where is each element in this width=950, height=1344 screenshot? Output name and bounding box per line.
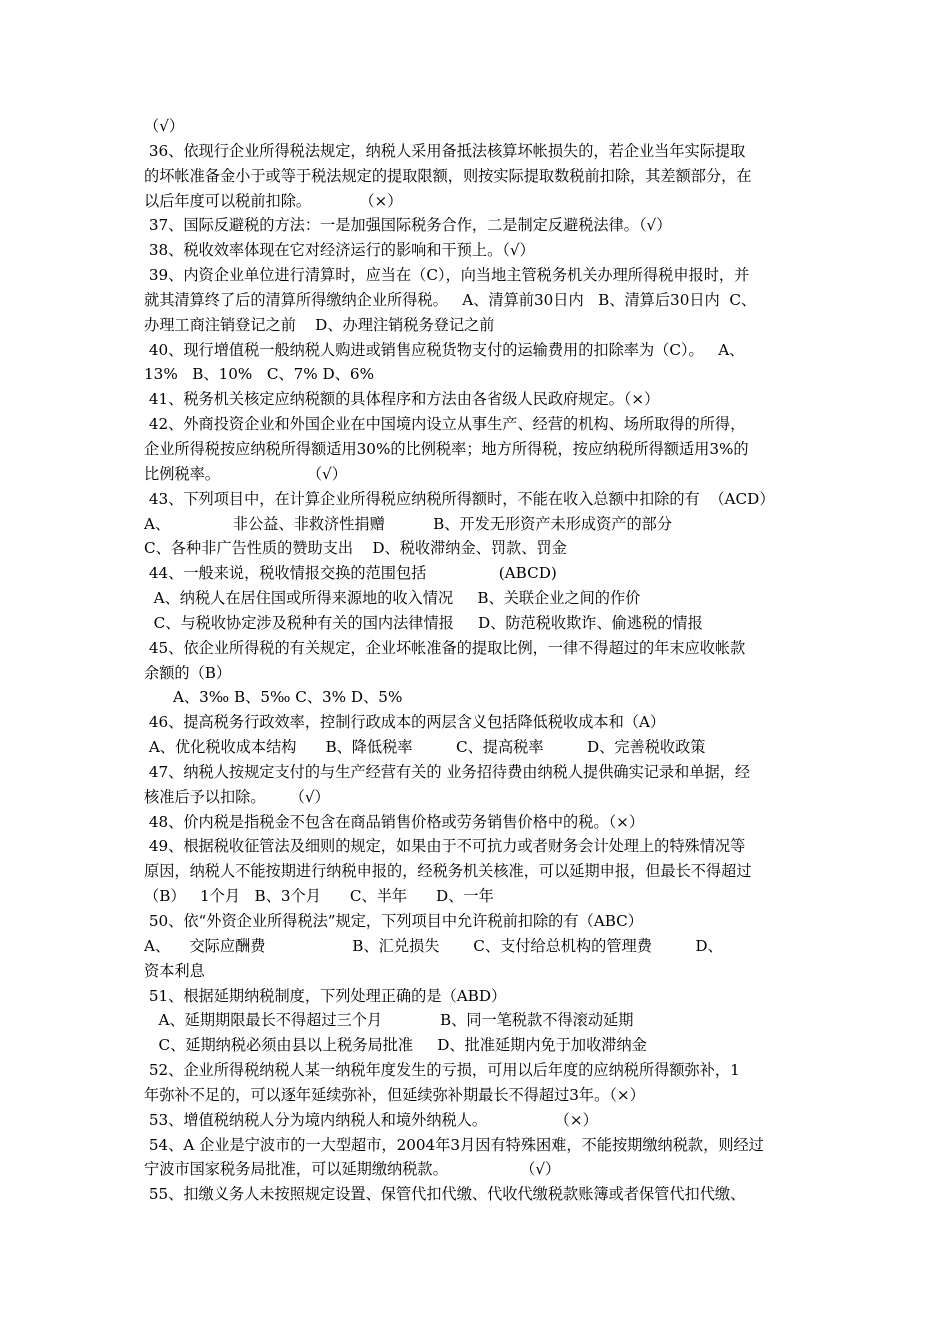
- text-line: 47、纳税人按规定支付的与生产经营有关的 业务招待费由纳税人提供确实记录和单据，经: [144, 762, 751, 781]
- text-line: A、 非公益、非救济性捐赠 B、开发无形资产未形成资产的部分: [144, 514, 673, 533]
- text-line: 37、国际反避税的方法：一是加强国际税务合作，二是制定反避税法律。（√）: [144, 216, 672, 235]
- text-line: 50、依“外资企业所得税法”规定，下列项目中允许税前扣除的有（ABC）: [144, 912, 643, 930]
- text-line: 54、A 企业是宁波市的一大型超市，2004年3月因有特殊困难，不能按期缴纳税款，则经过: [144, 1135, 764, 1154]
- text-line: 46、提高税务行政效率，控制行政成本的两层含义包括降低税收成本和（A）: [144, 713, 666, 732]
- text-line: 36、依现行企业所得税法规定，纳税人采用备抵法核算坏帐损失的，若企业当年实际提取: [144, 141, 746, 160]
- text-line: 办理工商注销登记之前 D、办理注销税务登记之前: [144, 315, 495, 334]
- text-line: A、延期期限最长不得超过三个月 B、同一笔税款不得滚动延期: [144, 1011, 634, 1030]
- text-line: 的坏帐准备金小于或等于税法规定的提取限额，则按实际提取数税前扣除，其差额部分，在: [144, 166, 752, 185]
- text-line: A、纳税人在居住国或所得来源地的收入情况 B、关联企业之间的作价: [144, 589, 641, 608]
- text-line: 39、内资企业单位进行清算时，应当在（C），向当地主管税务机关办理所得税申报时，并: [144, 266, 750, 285]
- text-line: C、延期纳税必须由县以上税务局批准 D、批准延期内免于加收滞纳金: [144, 1036, 647, 1055]
- text-line: 45、依企业所得税的有关规定，企业坏帐准备的提取比例，一律不得超过的年末应收帐款: [144, 638, 746, 657]
- text-line: 年弥补不足的，可以逐年延续弥补，但延续弥补期最长不得超过3年。（×）: [144, 1085, 645, 1104]
- text-line: 51、根据延期纳税制度，下列处理正确的是（ABD）: [144, 986, 507, 1005]
- text-line: 41、税务机关核定应纳税额的具体程序和方法由各省级人民政府规定。（×）: [144, 390, 660, 409]
- text-line: 宁波市国家税务局批准，可以延期缴纳税款。 （√）: [144, 1160, 561, 1179]
- text-line: 资本利息: [144, 961, 205, 980]
- text-line: A、 交际应酬费 B、汇兑损失 C、支付给总机构的管理费 D、: [144, 936, 723, 955]
- text-line: A、3‰ B、5‰ C、3% D、5%: [144, 688, 403, 707]
- text-line: C、与税收协定涉及税种有关的国内法律情报 D、防范税收欺诈、偷逃税的情报: [144, 613, 703, 632]
- text-line: 40、现行增值税一般纳税人购进或销售应税货物支付的运输费用的扣除率为（C）。 A、: [144, 340, 745, 359]
- text-line: 49、根据税收征管法及细则的规定，如果由于不可抗力或者财务会计处理上的特殊情况等: [144, 837, 746, 856]
- text-line: 38、税收效率体现在它对经济运行的影响和干预上。（√）: [144, 241, 535, 260]
- text-line: 就其清算终了后的清算所得缴纳企业所得税。 A、清算前30日内 B、清算后30日内 C、: [144, 290, 757, 309]
- text-line: （B） 1个月 B、3个月 C、半年 D、一年: [144, 887, 494, 906]
- text-line: 42、外商投资企业和外国企业在中国境内设立从事生产、经营的机构、场所取得的所得，: [144, 415, 746, 434]
- text-line: C、各种非广告性质的赞助支出 D、税收滞纳金、罚款、罚金: [144, 539, 567, 558]
- text-line: 55、扣缴义务人未按照规定设置、保管代扣代缴、代收代缴税款账簿或者保管代扣代缴、: [144, 1185, 746, 1204]
- text-line: 比例税率。 （√）: [144, 464, 347, 483]
- text-line: 48、价内税是指税金不包含在商品销售价格或劳务销售价格中的税。（×）: [144, 812, 645, 831]
- text-line: 企业所得税按应纳税所得额适用30%的比例税率；地方所得税，按应纳税所得额适用3%的: [144, 439, 749, 458]
- text-line: 44、一般来说，税收情报交换的范围包括 (ABCD): [144, 564, 557, 583]
- text-line: 原因，纳税人不能按期进行纳税申报的，经税务机关核准，可以延期申报，但最长不得超过: [144, 862, 752, 881]
- document-page: [144, 114, 814, 1207]
- text-line: 13% B、10% C、7% D、6%: [144, 365, 375, 384]
- text-line: 核准后予以扣除。 （√）: [144, 787, 330, 806]
- text-line: 53、增值税纳税人分为境内纳税人和境外纳税人。 （×）: [144, 1110, 598, 1129]
- text-line: （√）: [144, 117, 185, 135]
- text-line: 余额的（B）: [144, 663, 232, 682]
- text-line: 52、企业所得税纳税人某一纳税年度发生的亏损，可用以后年度的应纳税所得额弥补，1: [144, 1061, 740, 1080]
- text-line: 43、下列项目中，在计算企业所得税应纳税所得额时，不能在收入总额中扣除的有 （ACD）: [144, 489, 775, 508]
- text-line: 以后年度可以税前扣除。 （×）: [144, 191, 403, 210]
- text-line: A、优化税收成本结构 B、降低税率 C、提高税率 D、完善税收政策: [144, 738, 706, 757]
